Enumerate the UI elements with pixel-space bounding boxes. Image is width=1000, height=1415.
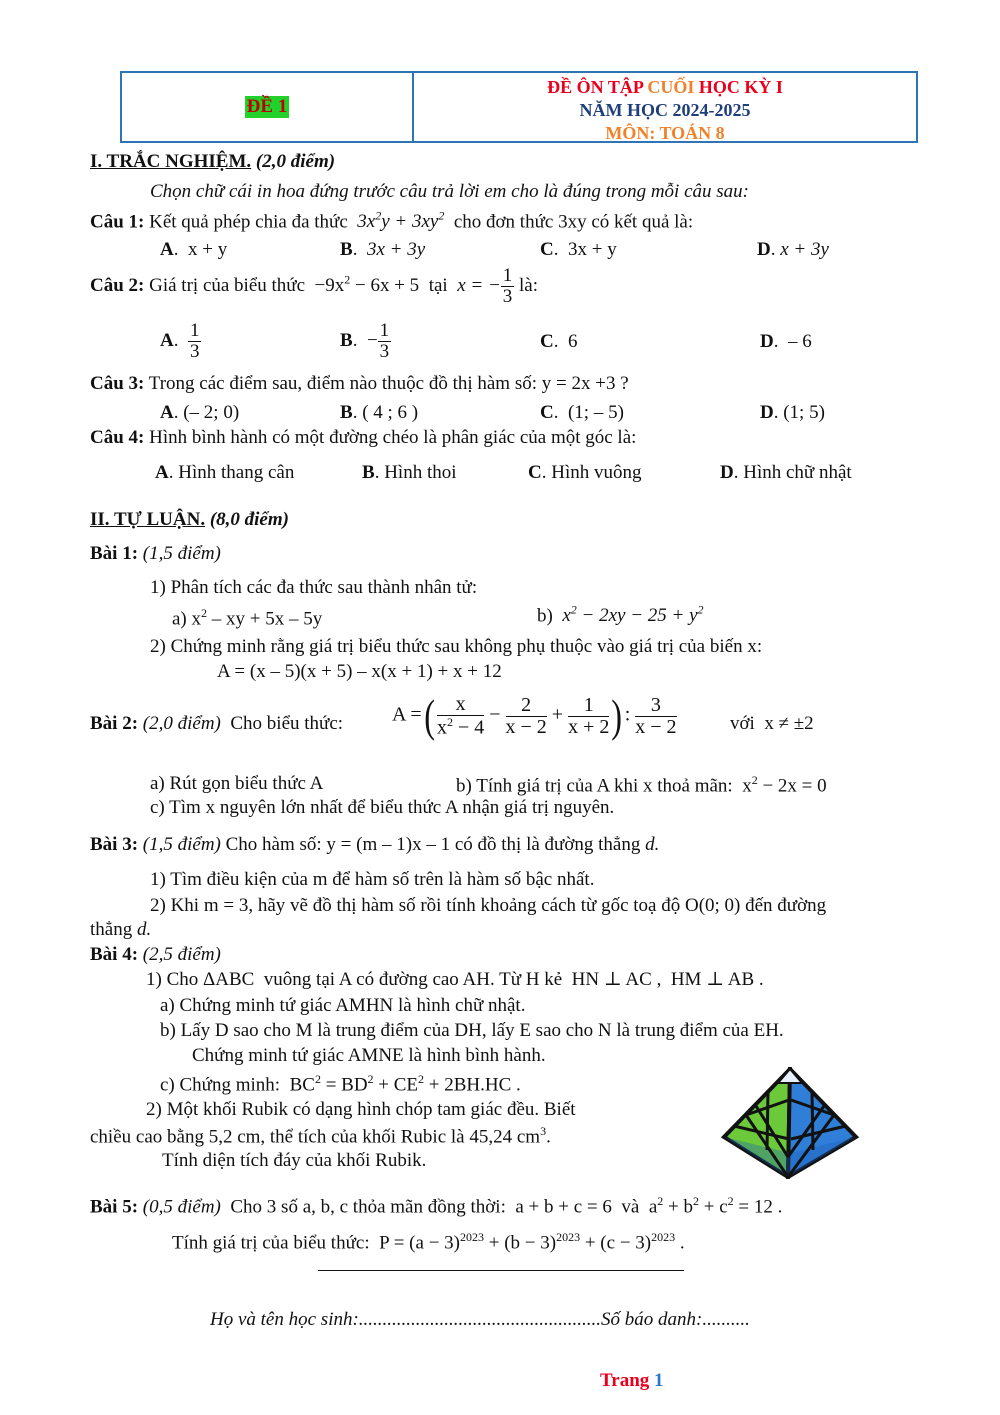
header-table — [120, 71, 918, 143]
polynomial: $3x^2y + 3xy^2$ — [352, 209, 445, 233]
bai4-part-b1: b) Lấy D sao cho M là trung điểm của DH, lấy E sao cho N là trung điểm của EH. — [160, 1020, 784, 1041]
page-number: Trang 1 — [600, 1370, 664, 1391]
bai4-part-b2: Chứng minh tứ giác AMNE là hình bình hành. — [192, 1045, 546, 1066]
bai1-expression: A = (x – 5)(x + 5) – x(x + 1) + x + 12 — [217, 661, 502, 682]
bai2-part-a: a) Rút gọn biểu thức A — [150, 773, 324, 794]
bai1-part-b: b) $x^2 - 2xy - 25 + y^2$ — [537, 603, 704, 627]
question-3: Câu 3: Trong các điểm sau, điểm nào thuộc đồ thị hàm số: y = 2x +3 ? — [90, 373, 629, 394]
q2-option-c: C. 6 — [540, 331, 578, 352]
q1-option-b: B. 3x + 3y — [340, 239, 426, 260]
q4-option-d: D. Hình chữ nhật — [720, 462, 852, 483]
question-2: Câu 2: Giá trị của biểu thức $-9x^2 - 6x + 5$ tại x = − $\frac{1}{3}$ là: — [90, 265, 539, 307]
subject: MÔN: TOÁN 8 — [605, 123, 725, 143]
rubik-pyramid-image — [720, 1067, 860, 1179]
q3-option-d: D. (1; 5) — [760, 402, 825, 423]
bai4-line2a: 2) Một khối Rubik có dạng hình chóp tam giác đều. Biết — [146, 1099, 576, 1120]
header-title — [414, 76, 916, 99]
bai4-part-c: c) Chứng minh: $BC^2 = BD^2 + CE^2 + 2BH.HC$ . — [160, 1072, 521, 1096]
question-4: Câu 4: Hình bình hành có một đường chéo là phân giác của một góc là: — [90, 427, 637, 448]
bai3-line2: 2) Khi m = 3, hãy vẽ đồ thị hàm số rồi tính khoảng cách từ gốc toạ độ O(0; 0) đến đường — [150, 895, 827, 916]
bai4-line2c: Tính diện tích đáy của khối Rubik. — [162, 1150, 427, 1171]
part2-heading: II. TỰ LUẬN. (8,0 điểm) — [90, 509, 289, 530]
divider-line — [318, 1270, 684, 1271]
school-year: NĂM HỌC 2024-2025 — [579, 100, 751, 120]
part1-instruction: Chọn chữ cái in hoa đứng trước câu trả lời em cho là đúng trong mỗi câu sau: — [150, 181, 749, 202]
q4-option-a: A. Hình thang cân — [155, 462, 295, 483]
bai5-title: Bài 5: (0,5 điểm) Cho 3 số a, b, c thỏa mãn đồng thời: a + b + c = 6 và $a^2 + b^2 + c^2 = 12$ . — [90, 1194, 783, 1218]
expression: $-9x^2 - 6x + 5$ — [309, 272, 424, 296]
q3-option-b: B. ( 4 ; 6 ) — [340, 402, 419, 423]
bai3-line1: 1) Tìm điều kiện của m để hàm số trên là hàm số bậc nhất. — [150, 869, 595, 890]
q3-option-a: A. (– 2; 0) — [160, 402, 240, 423]
q3-option-c: C. (1; – 5) — [540, 402, 624, 423]
bai1-line3: 2) Chứng minh rằng giá trị biểu thức sau không phụ thuộc vào giá trị của biến x: — [150, 636, 763, 657]
q1-option-a: A. x + y — [160, 239, 228, 260]
bai2-formula: A =( $\frac{x}{x^2 - 4}$ − $\frac{2}{x - 2}$ + $\frac{1}{x + 2}$ ) : $\frac{3}{x - 2}$ — [392, 690, 677, 741]
header-left-cell — [122, 73, 414, 141]
q2-option-d: D. – 6 — [760, 331, 812, 352]
title-part2: CUỐI — [647, 77, 695, 97]
bai2-part-b: b) Tính giá trị của A khi x thoả mãn: $x^2 - 2x = 0$ — [456, 773, 827, 797]
title-part1: ĐỀ ÔN TẬP — [547, 77, 643, 97]
title-part3: HỌC KỲ I — [698, 77, 783, 97]
q4-option-c: C. Hình vuông — [528, 462, 642, 483]
bai1-line1: 1) Phân tích các đa thức sau thành nhân tử: — [150, 577, 478, 598]
fraction-one-third: $\frac{1}{3}$ — [502, 265, 513, 307]
header-right-cell — [414, 73, 916, 141]
bai2-title: Bài 2: (2,0 điểm) Cho biểu thức: — [90, 713, 344, 734]
bai4-line2b: chiều cao bằng 5,2 cm, thể tích của khối Rubic là 45,24 $cm^3$. — [90, 1124, 551, 1148]
bai3-line3: thẳng d. — [90, 919, 152, 940]
bai2-condition: với x ≠ ±2 — [730, 713, 814, 734]
q4-option-b: B. Hình thoi — [362, 462, 457, 483]
q1-option-c: C. 3x + y — [540, 239, 617, 260]
q1-option-d: D. x + 3y — [757, 239, 829, 260]
exam-code: ĐỀ 1 — [246, 96, 288, 117]
q2-option-a: A. $\frac{1}{3}$ — [160, 320, 200, 362]
bai2-part-c: c) Tìm x nguyên lớn nhất để biểu thức A nhận giá trị nguyên. — [150, 797, 615, 818]
q2-option-b: B. − $\frac{1}{3}$ — [340, 320, 390, 362]
bai1-title: Bài 1: (1,5 điểm) — [90, 543, 221, 564]
bai4-title: Bài 4: (2,5 điểm) — [90, 944, 221, 965]
student-info-line: Họ và tên học sinh:...................................................Số báo danh:.......... — [210, 1309, 750, 1330]
bai5-line2: Tính giá trị của biểu thức: $P = (a - 3)^{2023} + (b - 3)^{2023} + (c - 3)^{2023}$ . — [172, 1230, 685, 1254]
part1-heading: I. TRẮC NGHIỆM. (2,0 điểm) — [90, 151, 336, 172]
question-1: Câu 1: Kết quả phép chia đa thức $3x^2y + 3xy^2$ cho đơn thức 3xy có kết quả là: — [90, 209, 694, 233]
bai3-title: Bài 3: (1,5 điểm) Cho hàm số: y = (m – 1)x – 1 có đồ thị là đường thẳng d. — [90, 834, 660, 855]
bai1-part-a: a) $x^2$ – xy + 5x – 5y — [172, 606, 323, 630]
bai4-line1: 1) Cho ΔABC vuông tại A có đường cao AH. Từ H kẻ HN ⊥ AC , HM ⊥ AB . — [146, 969, 764, 990]
bai4-part-a: a) Chứng minh tứ giác AMHN là hình chữ nhật. — [160, 995, 526, 1016]
